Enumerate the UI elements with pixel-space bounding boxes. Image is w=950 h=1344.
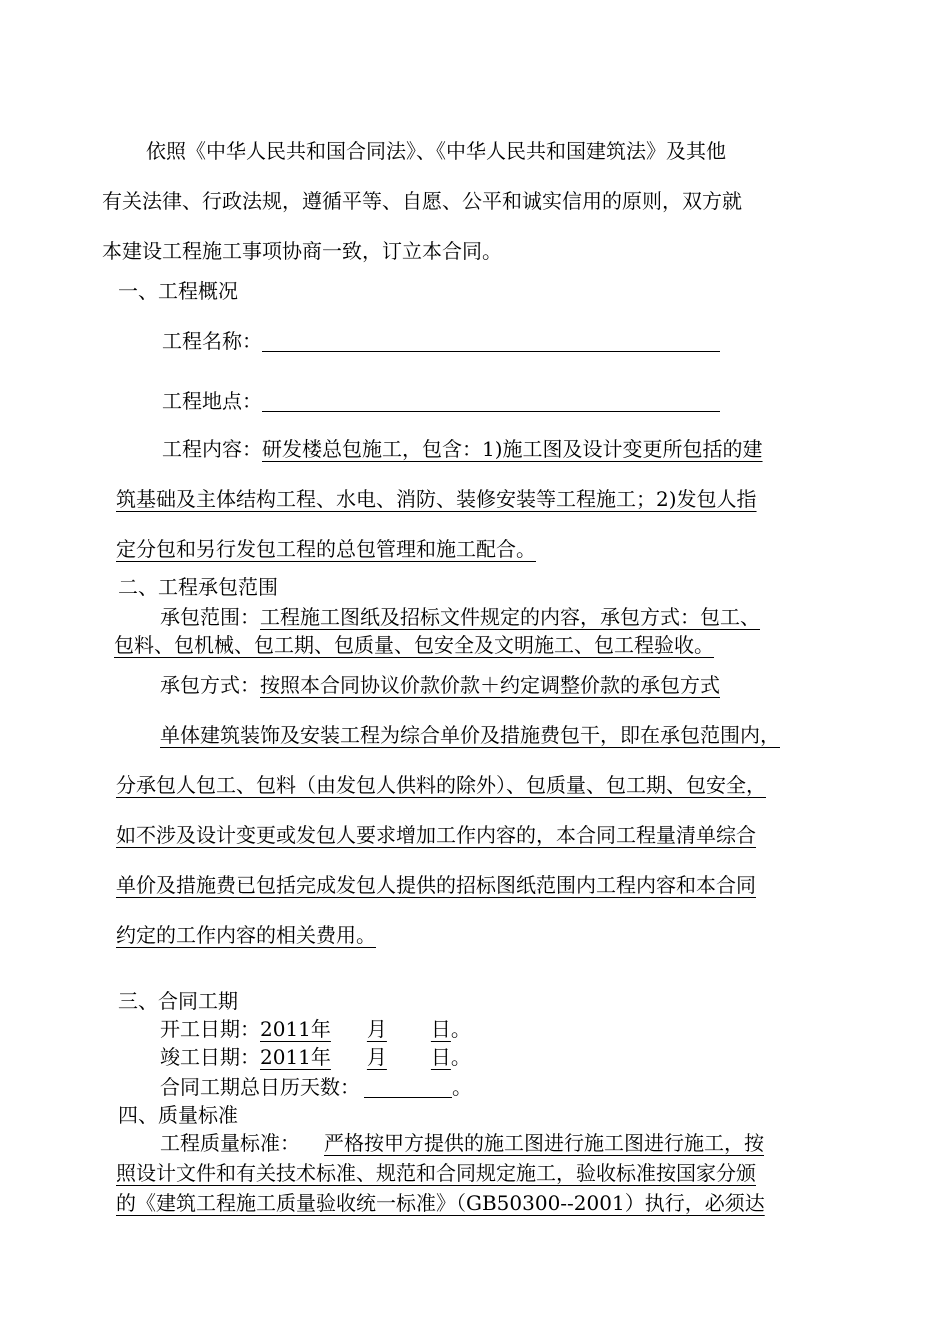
total-days-period: 。 <box>452 1075 472 1099</box>
start-date-period: 。 <box>450 1017 471 1041</box>
project-location-row <box>162 388 720 414</box>
intro-line-2: 有关法律、行政法规，遵循平等、自愿、公平和诚实信用的原则，双方就 <box>102 189 742 213</box>
section-1-heading: 一、工程概况 <box>118 279 238 303</box>
project-content-row <box>162 436 763 462</box>
project-content-line-1: 研发楼总包施工，包含：1)施工图及设计变更所包括的建 <box>262 437 763 461</box>
project-content-line-2: 筑基础及主体结构工程、水电、消防、装修安装等工程施工；2)发包人指 <box>116 487 757 511</box>
start-month: 月 <box>366 1017 387 1041</box>
start-year: 2011年 <box>260 1017 331 1041</box>
detail-line-1: 单体建筑装饰及安装工程为综合单价及措施费包干，即在承包范围内， <box>160 723 780 747</box>
intro-line-1: 依照《中华人民共和国合同法》、《中华人民共和国建筑法》及其他 <box>146 139 726 163</box>
quality-label: 工程质量标准： <box>160 1131 300 1155</box>
quality-line-2: 照设计文件和有关技术标准、规范和合同规定施工，验收标准按国家分颁 <box>116 1161 756 1185</box>
scope-row <box>160 604 760 630</box>
scope-line-1: 工程施工图纸及招标文件规定的内容，承包方式：包工、 <box>260 605 760 629</box>
end-date-row <box>160 1044 471 1070</box>
scope-label: 承包范围： <box>160 605 260 629</box>
detail-line-4: 单价及措施费已包括完成发包人提供的招标图纸范围内工程内容和本合同 <box>116 873 756 897</box>
end-date-label: 竣工日期： <box>160 1045 260 1069</box>
detail-line-2: 分承包人包工、包料（由发包人供料的除外）、包质量、包工期、包安全， <box>116 773 766 797</box>
method-label: 承包方式： <box>160 673 260 697</box>
start-date-value[interactable] <box>260 1017 451 1041</box>
project-content-line-3: 定分包和另行发包工程的总包管理和施工配合。 <box>116 537 536 561</box>
project-name-row <box>162 328 720 354</box>
start-date-row <box>160 1016 471 1042</box>
end-date-value[interactable] <box>260 1045 451 1069</box>
start-date-label: 开工日期： <box>160 1017 260 1041</box>
quality-line-1: 严格按甲方提供的施工图进行施工图进行施工，按 <box>324 1131 764 1155</box>
quality-row <box>160 1130 764 1156</box>
end-year: 2011年 <box>260 1045 331 1069</box>
intro-line-3: 本建设工程施工事项协商一致，订立本合同。 <box>102 239 502 263</box>
end-date-period: 。 <box>450 1045 471 1069</box>
section-4-heading: 四、质量标准 <box>118 1103 238 1127</box>
end-month: 月 <box>366 1045 387 1069</box>
total-days-field[interactable] <box>364 1077 452 1098</box>
detail-line-3: 如不涉及设计变更或发包人要求增加工作内容的，本合同工程量清单综合 <box>116 823 756 847</box>
quality-line-3: 的《建筑工程施工质量验收统一标准》（GB50300--2001）执行，必须达 <box>116 1191 765 1215</box>
section-2-heading: 二、工程承包范围 <box>118 575 278 599</box>
detail-line-5: 约定的工作内容的相关费用。 <box>116 923 376 947</box>
section-3-heading: 三、合同工期 <box>118 989 238 1013</box>
project-location-field[interactable] <box>262 391 720 412</box>
scope-line-2: 包料、包机械、包工期、包质量、包安全及文明施工、包工程验收。 <box>114 633 714 657</box>
project-name-label: 工程名称： <box>162 329 262 353</box>
start-day: 日 <box>430 1017 451 1041</box>
total-days-row <box>160 1074 472 1100</box>
project-content-label: 工程内容： <box>162 437 262 461</box>
method-value: 按照本合同协议价款价款＋约定调整价款的承包方式 <box>260 673 720 697</box>
method-row <box>160 672 720 698</box>
end-day: 日 <box>430 1045 451 1069</box>
total-days-label: 合同工期总日历天数： <box>160 1075 360 1099</box>
project-name-field[interactable] <box>262 331 720 352</box>
project-location-label: 工程地点： <box>162 389 262 413</box>
